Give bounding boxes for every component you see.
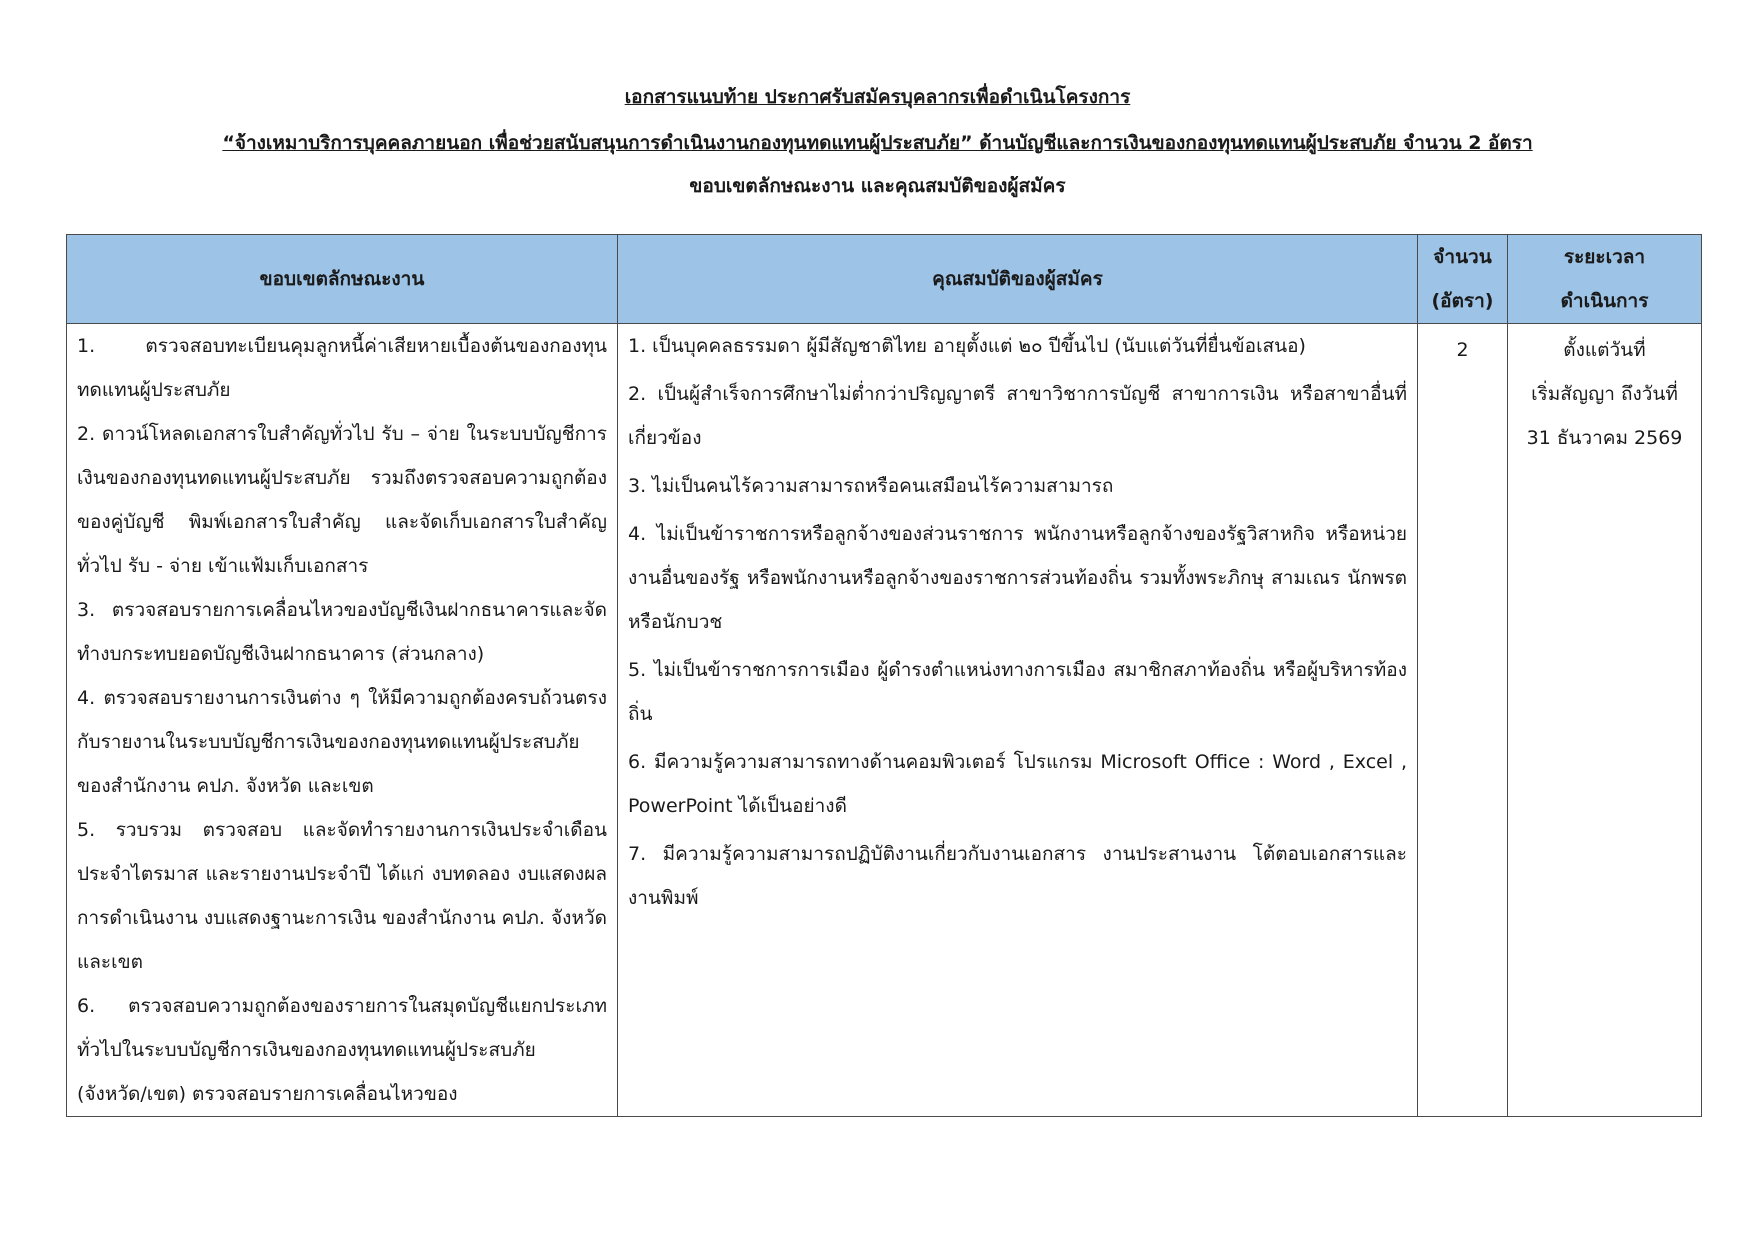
scope-item: 2. ดาวน์โหลดเอกสารใบสำคัญทั่วไป รับ – จ่าย ในระบบบัญชีการเงินของกองทุนทดแทนผู้ประสบภัย รวมถึงตรวจสอบความถูกต้องของคู่บัญชี พิมพ์เอกสารใบสำคัญ และจัดเก็บเอกสารใบสำคัญทั่วไป รับ - จ่าย เข้าแฟ้มเก็บเอกสาร	[77, 423, 607, 577]
table-row	[67, 324, 1702, 1117]
table-header-row	[67, 235, 1702, 324]
scope-item: 5. รวบรวม ตรวจสอบ และจัดทำรายงานการเงินประจำเดือน ประจำไตรมาส และรายงานประจำปี ได้แก่ งบทดลอง งบแสดงผลการดำเนินงาน งบแสดงฐานะการเงิน ของสำนักงาน คปภ. จังหวัด และเขต	[77, 819, 607, 973]
count-cell: 2	[1418, 324, 1508, 1117]
header-count-line-1: จำนวน	[1433, 246, 1492, 268]
project-title	[0, 128, 1755, 158]
qualification-item: 1. เป็นบุคคลธรรมดา ผู้มีสัญชาติไทย อายุตั้งแต่ ๒๐ ปีขึ้นไป (นับแต่วันที่ยื่นข้อเสนอ)	[628, 335, 1306, 357]
section-title: ขอบเขตลักษณะงาน และคุณสมบัติของผู้สมัคร	[689, 175, 1066, 197]
qualification-item: 2. เป็นผู้สำเร็จการศึกษาไม่ต่ำกว่าปริญญาตรี สาขาวิชาการบัญชี สาขาการเงิน หรือสาขาอื่นที่เกี่ยวข้อง	[628, 383, 1407, 449]
header-qualifications: คุณสมบัติของผู้สมัคร	[618, 235, 1418, 324]
requirements-table	[66, 234, 1702, 1117]
scope-cell	[67, 324, 618, 1117]
scope-item: 1. ตรวจสอบทะเบียนคุมลูกหนี้ค่าเสียหายเบื้องต้นของกองทุนทดแทนผู้ประสบภัย	[77, 335, 607, 401]
document-title	[0, 82, 1755, 112]
header-period-line-2: ดำเนินการ	[1560, 290, 1649, 312]
header-period-line-1: ระยะเวลา	[1563, 246, 1646, 268]
header-scope: ขอบเขตลักษณะงาน	[67, 235, 618, 324]
header-count	[1418, 235, 1508, 324]
qualification-item: 6. มีความรู้ความสามารถทางด้านคอมพิวเตอร์ โปรแกรม Microsoft Office : Word , Excel , PowerPoint ได้เป็นอย่างดี	[628, 751, 1407, 817]
header-period	[1508, 235, 1702, 324]
scope-item: 6. ตรวจสอบความถูกต้องของรายการในสมุดบัญชีแยกประเภททั่วไปในระบบบัญชีการเงินของกองทุนทดแทนผู้ประสบภัย (จังหวัด/เขต) ตรวจสอบรายการเคลื่อนไหวของ	[77, 995, 607, 1105]
period-line-1: ตั้งแต่วันที่	[1563, 339, 1646, 361]
period-line-2: เริ่มสัญญา ถึงวันที่	[1531, 383, 1678, 405]
period-cell	[1508, 324, 1702, 1117]
period-line-3: 31 ธันวาคม 2569	[1526, 427, 1683, 449]
scope-item: 3. ตรวจสอบรายการเคลื่อนไหวของบัญชีเงินฝากธนาคารและจัดทำงบกระทบยอดบัญชีเงินฝากธนาคาร (ส่วนกลาง)	[77, 599, 607, 665]
qualification-item: 5. ไม่เป็นข้าราชการการเมือง ผู้ดำรงตำแหน่งทางการเมือง สมาชิกสภาท้องถิ่น หรือผู้บริหารท้องถิ่น	[628, 659, 1407, 725]
qualification-item: 3. ไม่เป็นคนไร้ความสามารถหรือคนเสมือนไร้ความสามารถ	[628, 475, 1114, 497]
header-count-line-2: (อัตรา)	[1431, 290, 1494, 312]
qualifications-cell	[618, 324, 1418, 1117]
qualification-item: 4. ไม่เป็นข้าราชการหรือลูกจ้างของส่วนราชการ พนักงานหรือลูกจ้างของรัฐวิสาหกิจ หรือหน่วยงานอื่นของรัฐ หรือพนักงานหรือลูกจ้างของราชการส่วนท้องถิ่น รวมทั้งพระภิกษุ สามเณร นักพรต หรือนักบวช	[628, 523, 1407, 633]
qualification-item: 7. มีความรู้ความสามารถปฏิบัติงานเกี่ยวกับงานเอกสาร งานประสานงาน โต้ตอบเอกสารและงานพิมพ์	[628, 843, 1407, 909]
scope-item: 4. ตรวจสอบรายงานการเงินต่าง ๆ ให้มีความถูกต้องครบถ้วนตรงกับรายงานในระบบบัญชีการเงินของกองทุนทดแทนผู้ประสบภัย ของสำนักงาน คปภ. จังหวัด และเขต	[77, 687, 607, 797]
title-line-1: เอกสารแนบท้าย ประกาศรับสมัครบุคลากรเพื่อดำเนินโครงการ	[624, 86, 1131, 108]
title-line-2: “จ้างเหมาบริการบุคคลภายนอก เพื่อช่วยสนับสนุนการดำเนินงานกองทุนทดแทนผู้ประสบภัย” ด้านบัญชีและการเงินของกองทุนทดแทนผู้ประสบภัย จำนวน 2 อัตรา	[222, 132, 1533, 154]
